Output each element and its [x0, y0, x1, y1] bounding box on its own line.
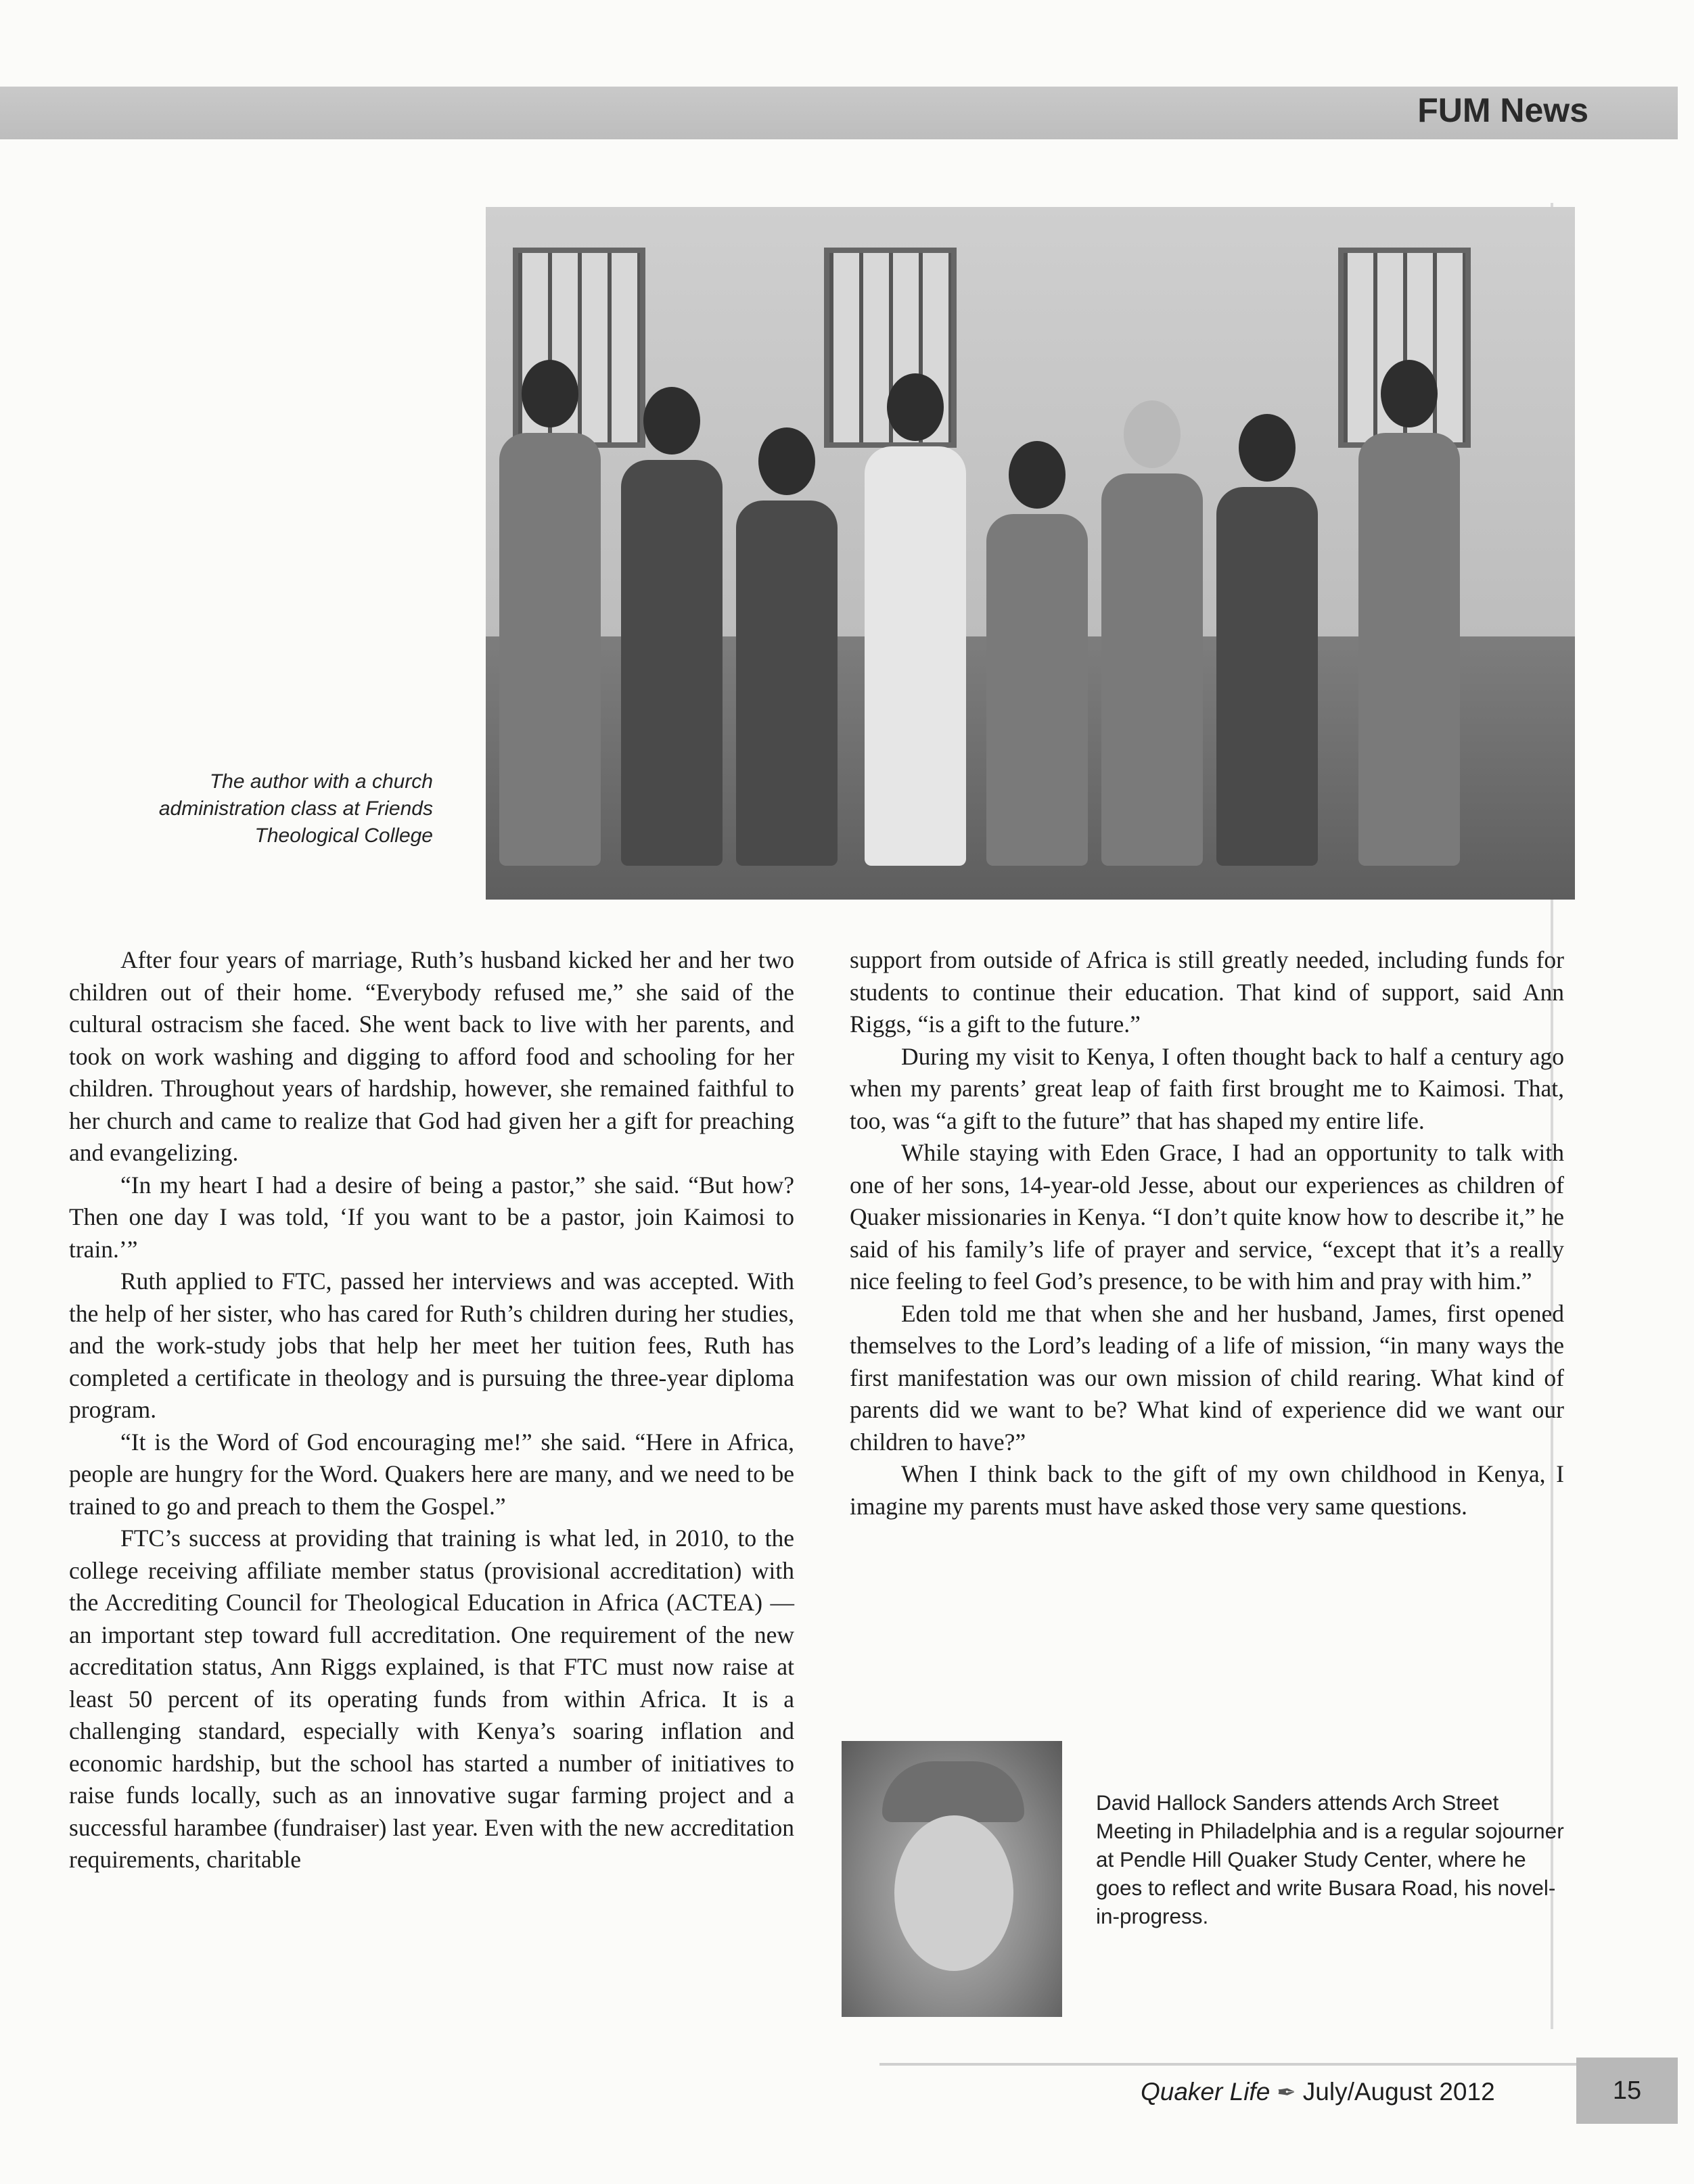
footer-rule — [879, 2063, 1583, 2066]
paragraph: When I think back to the gift of my own childhood in Kenya, I imagine my parents must have asked those very same questions. — [850, 1460, 1564, 1520]
author-face — [894, 1815, 1013, 1971]
article-column-left — [69, 944, 794, 1876]
paragraph: After four years of marriage, Ruth’s husband kicked her and her two children out of their home. “Everybody refused me,” she said of the cultural ostracism she faced. She went back to live with her parents, and took on work washing and digging to afford food and schooling for her children. Throughout years of hardship, however, she remained faithful to her church and came to realize that God had given her a gift for preaching and evangelizing. — [69, 946, 794, 1166]
issue-date: July/August 2012 — [1302, 2078, 1495, 2106]
article-column-right — [850, 944, 1564, 1523]
magazine-title: Quaker Life — [1141, 2078, 1270, 2106]
photo-person — [621, 387, 723, 866]
photo-caption: The author with a church administration class at Friends Theological College — [158, 770, 433, 847]
author-photo — [842, 1741, 1062, 2017]
section-title: FUM News — [1417, 91, 1588, 129]
paragraph: Ruth applied to FTC, passed her interviews and was accepted. With the help of her sister, who has cared for Ruth’s children during her studies, and the work-study jobs that help her meet her tuition fees, Ruth has completed a certificate in theology and is pursuing the three-year diploma program. — [69, 1268, 794, 1423]
paragraph: “It is the Word of God encouraging me!” she said. “Here in Africa, people are hungry for the Word. Quakers here are many, and we need to be trained to go and preach to them the Gospel.” — [69, 1428, 794, 1520]
header-bar — [0, 87, 1678, 139]
paragraph: While staying with Eden Grace, I had an opportunity to talk with one of her sons, 14-year-old Jesse, about our experiences as children of Quaker missionaries in Kenya. “I don’t quite know how to describe it,” he said of his family’s life of prayer and service, “except that it’s a really nice feeling to feel God’s presence, to be with him and pray with him.” — [850, 1139, 1564, 1295]
photo-person — [499, 360, 601, 866]
photo-person — [1358, 360, 1460, 866]
photo-person — [1101, 400, 1203, 866]
feather-icon: ✒ — [1277, 2080, 1296, 2106]
paragraph: Eden told me that when she and her husband, James, first opened themselves to the Lord’s leading of a life of mission, “in many ways the first manifestation was our own mission of child rearing. What kind of parents did we want to be? What kind of experience did we want our children to have?” — [850, 1299, 1564, 1456]
footer — [1141, 2078, 1495, 2106]
paragraph: FTC’s success at providing that training is what led, in 2010, to the college receiving affiliate member status (provisional accreditation) with the Accrediting Council for Theological Education in Africa (ACTEA) — an important step toward full accreditation. One requirement of the new accreditation status, Ann Riggs explained, is that FTC must now raise at least 50 percent of its operating funds from within Africa. It is a challenging standard, especially with Kenya’s soaring inflation and economic hardship, but the school has started a number of initiatives to raise funds locally, such as an innovative sugar farming project and a successful harambee (fundraiser) last year. Even with the new accreditation requirements, charitable — [69, 1525, 794, 1873]
author-bio: David Hallock Sanders attends Arch Street Meeting in Philadelphia and is a regular sojourner at Pendle Hill Quaker Study Center, where he goes to reflect and write Busara Road, his novel-in-progress. — [1096, 1790, 1564, 1928]
page-number: 15 — [1576, 2058, 1678, 2124]
paragraph: During my visit to Kenya, I often thought back to half a century ago when my parents’ great leap of faith first brought me to Kaimosi. That, too, was “a gift to the future” that has shaped my entire life. — [850, 1042, 1564, 1134]
photo-person — [736, 427, 838, 866]
author-cap — [882, 1761, 1024, 1822]
photo-person — [865, 373, 966, 866]
paragraph: “In my heart I had a desire of being a pastor,” she said. “But how? Then one day I was told, ‘If you want to be a pastor, join Kaimosi to train.’” — [69, 1171, 794, 1263]
paragraph: support from outside of Africa is still greatly needed, including funds for students to continue their education. That kind of support, said Ann Riggs, “is a gift to the future.” — [850, 946, 1564, 1038]
photo-person — [1216, 414, 1318, 866]
group-photo — [486, 207, 1575, 900]
photo-person — [986, 441, 1088, 866]
